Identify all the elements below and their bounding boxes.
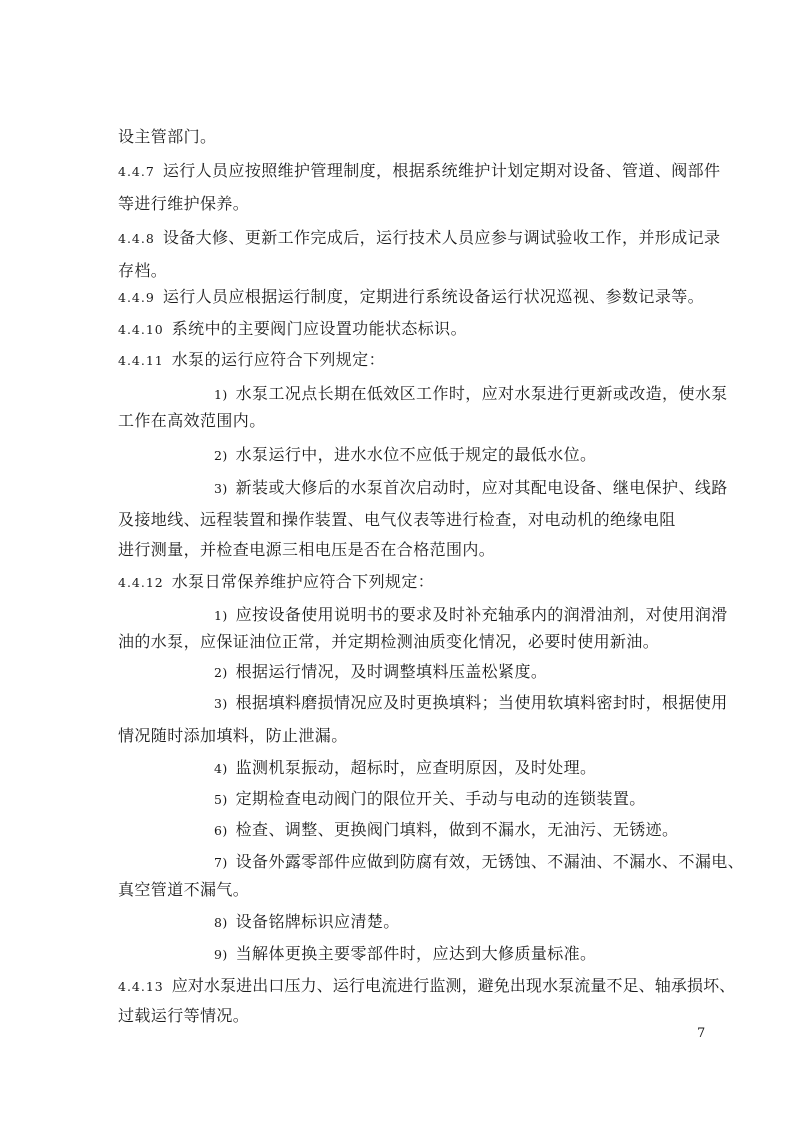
item-text: 监测机泵振动，超标时，应查明原因，及时处理。 xyxy=(235,758,597,777)
item-number: 9) xyxy=(214,947,228,962)
list-item xyxy=(214,384,728,405)
list-item-cont: 油的水泵，应保证油位正常，并定期检测油质变化情况，必要时使用新油。 xyxy=(118,632,660,651)
item-number: 4) xyxy=(214,761,228,776)
item-number: 2) xyxy=(214,448,228,463)
list-item xyxy=(214,789,646,810)
item-text: 当解体更换主要零部件时，应达到大修质量标准。 xyxy=(235,944,597,963)
list-item xyxy=(214,852,744,873)
clause-4-4-8 xyxy=(118,228,720,249)
list-item xyxy=(214,693,728,714)
item-number: 1) xyxy=(214,387,228,402)
intro-line: 设主管部门。 xyxy=(118,127,217,146)
list-item xyxy=(214,820,678,841)
clause-4-4-8-cont: 存档。 xyxy=(118,261,168,280)
item-text: 水泵运行中，进水水位不应低于规定的最低水位。 xyxy=(235,445,597,464)
clause-number: 4.4.13 xyxy=(118,979,164,994)
clause-4-4-11 xyxy=(118,350,385,371)
item-number: 5) xyxy=(214,792,228,807)
item-text: 定期检查电动阀门的限位开关、手动与电动的连锁装置。 xyxy=(235,789,646,808)
clause-number: 4.4.8 xyxy=(118,231,155,246)
item-number: 3) xyxy=(214,696,228,711)
item-text: 根据运行情况，及时调整填料压盖松紧度。 xyxy=(235,662,548,681)
list-item xyxy=(214,478,728,499)
clause-text: 应对水泵进出口压力、运行电流进行监测，避免出现水泵流量不足、轴承损坏、 xyxy=(171,976,736,995)
list-item xyxy=(214,445,596,466)
clause-number: 4.4.7 xyxy=(118,164,155,179)
item-text: 新装或大修后的水泵首次启动时，应对其配电设备、继电保护、线路 xyxy=(235,478,728,497)
item-number: 8) xyxy=(214,915,228,930)
item-text: 设备铭牌标识应清楚。 xyxy=(235,912,400,931)
item-text: 设备外露零部件应做到防腐有效，无锈蚀、不漏油、不漏水、不漏电、 xyxy=(235,852,745,871)
list-item-cont: 进行测量，并检查电源三相电压是否在合格范围内。 xyxy=(118,540,496,559)
list-item xyxy=(214,912,400,933)
clause-text: 水泵日常保养维护应符合下列规定： xyxy=(171,572,435,591)
list-item-cont: 工作在高效范围内。 xyxy=(118,411,266,430)
list-item-cont: 情况随时添加填料，防止泄漏。 xyxy=(118,726,348,745)
clause-number: 4.4.12 xyxy=(118,575,164,590)
clause-text: 设备大修、更新工作完成后，运行技术人员应参与调试验收工作，并形成记录 xyxy=(162,228,721,247)
item-text: 检查、调整、更换阀门填料，做到不漏水，无油污、无锈迹。 xyxy=(235,820,679,839)
clause-text: 系统中的主要阀门应设置功能状态标识。 xyxy=(171,319,467,338)
item-text: 应按设备使用说明书的要求及时补充轴承内的润滑油剂，对使用润滑 xyxy=(235,605,728,624)
item-number: 7) xyxy=(214,855,228,870)
item-text: 根据填料磨损情况应及时更换填料；当使用软填料密封时，根据使用 xyxy=(235,693,728,712)
clause-4-4-9 xyxy=(118,287,704,308)
item-number: 3) xyxy=(214,481,228,496)
list-item xyxy=(214,944,596,965)
list-item xyxy=(214,605,728,626)
item-number: 1) xyxy=(214,608,228,623)
clause-text: 运行人员应按照维护管理制度，根据系统维护计划定期对设备、管道、阀部件 xyxy=(162,161,721,180)
list-item-cont: 真空管道不漏气。 xyxy=(118,880,250,899)
list-item xyxy=(214,758,596,779)
page-number: 7 xyxy=(697,1026,706,1041)
item-number: 2) xyxy=(214,665,228,680)
clause-text: 水泵的运行应符合下列规定： xyxy=(171,350,385,369)
item-text: 水泵工况点长期在低效区工作时，应对水泵进行更新或改造，使水泵 xyxy=(235,384,728,403)
clause-number: 4.4.9 xyxy=(118,290,155,305)
clause-4-4-13-cont: 过载运行等情况。 xyxy=(118,1006,250,1025)
list-item-cont: 及接地线、远程装置和操作装置、电气仪表等进行检查，对电动机的绝缘电阻 xyxy=(118,510,676,529)
clause-4-4-10 xyxy=(118,319,467,340)
list-item xyxy=(214,662,547,683)
clause-number: 4.4.10 xyxy=(118,322,164,337)
clause-text: 运行人员应根据运行制度，定期进行系统设备运行状况巡视、参数记录等。 xyxy=(162,287,705,306)
clause-4-4-7 xyxy=(118,161,720,182)
item-number: 6) xyxy=(214,823,228,838)
clause-4-4-13 xyxy=(118,976,735,997)
clause-4-4-7-cont: 等进行维护保养。 xyxy=(118,194,250,213)
clause-number: 4.4.11 xyxy=(118,353,164,368)
clause-4-4-12 xyxy=(118,572,434,593)
